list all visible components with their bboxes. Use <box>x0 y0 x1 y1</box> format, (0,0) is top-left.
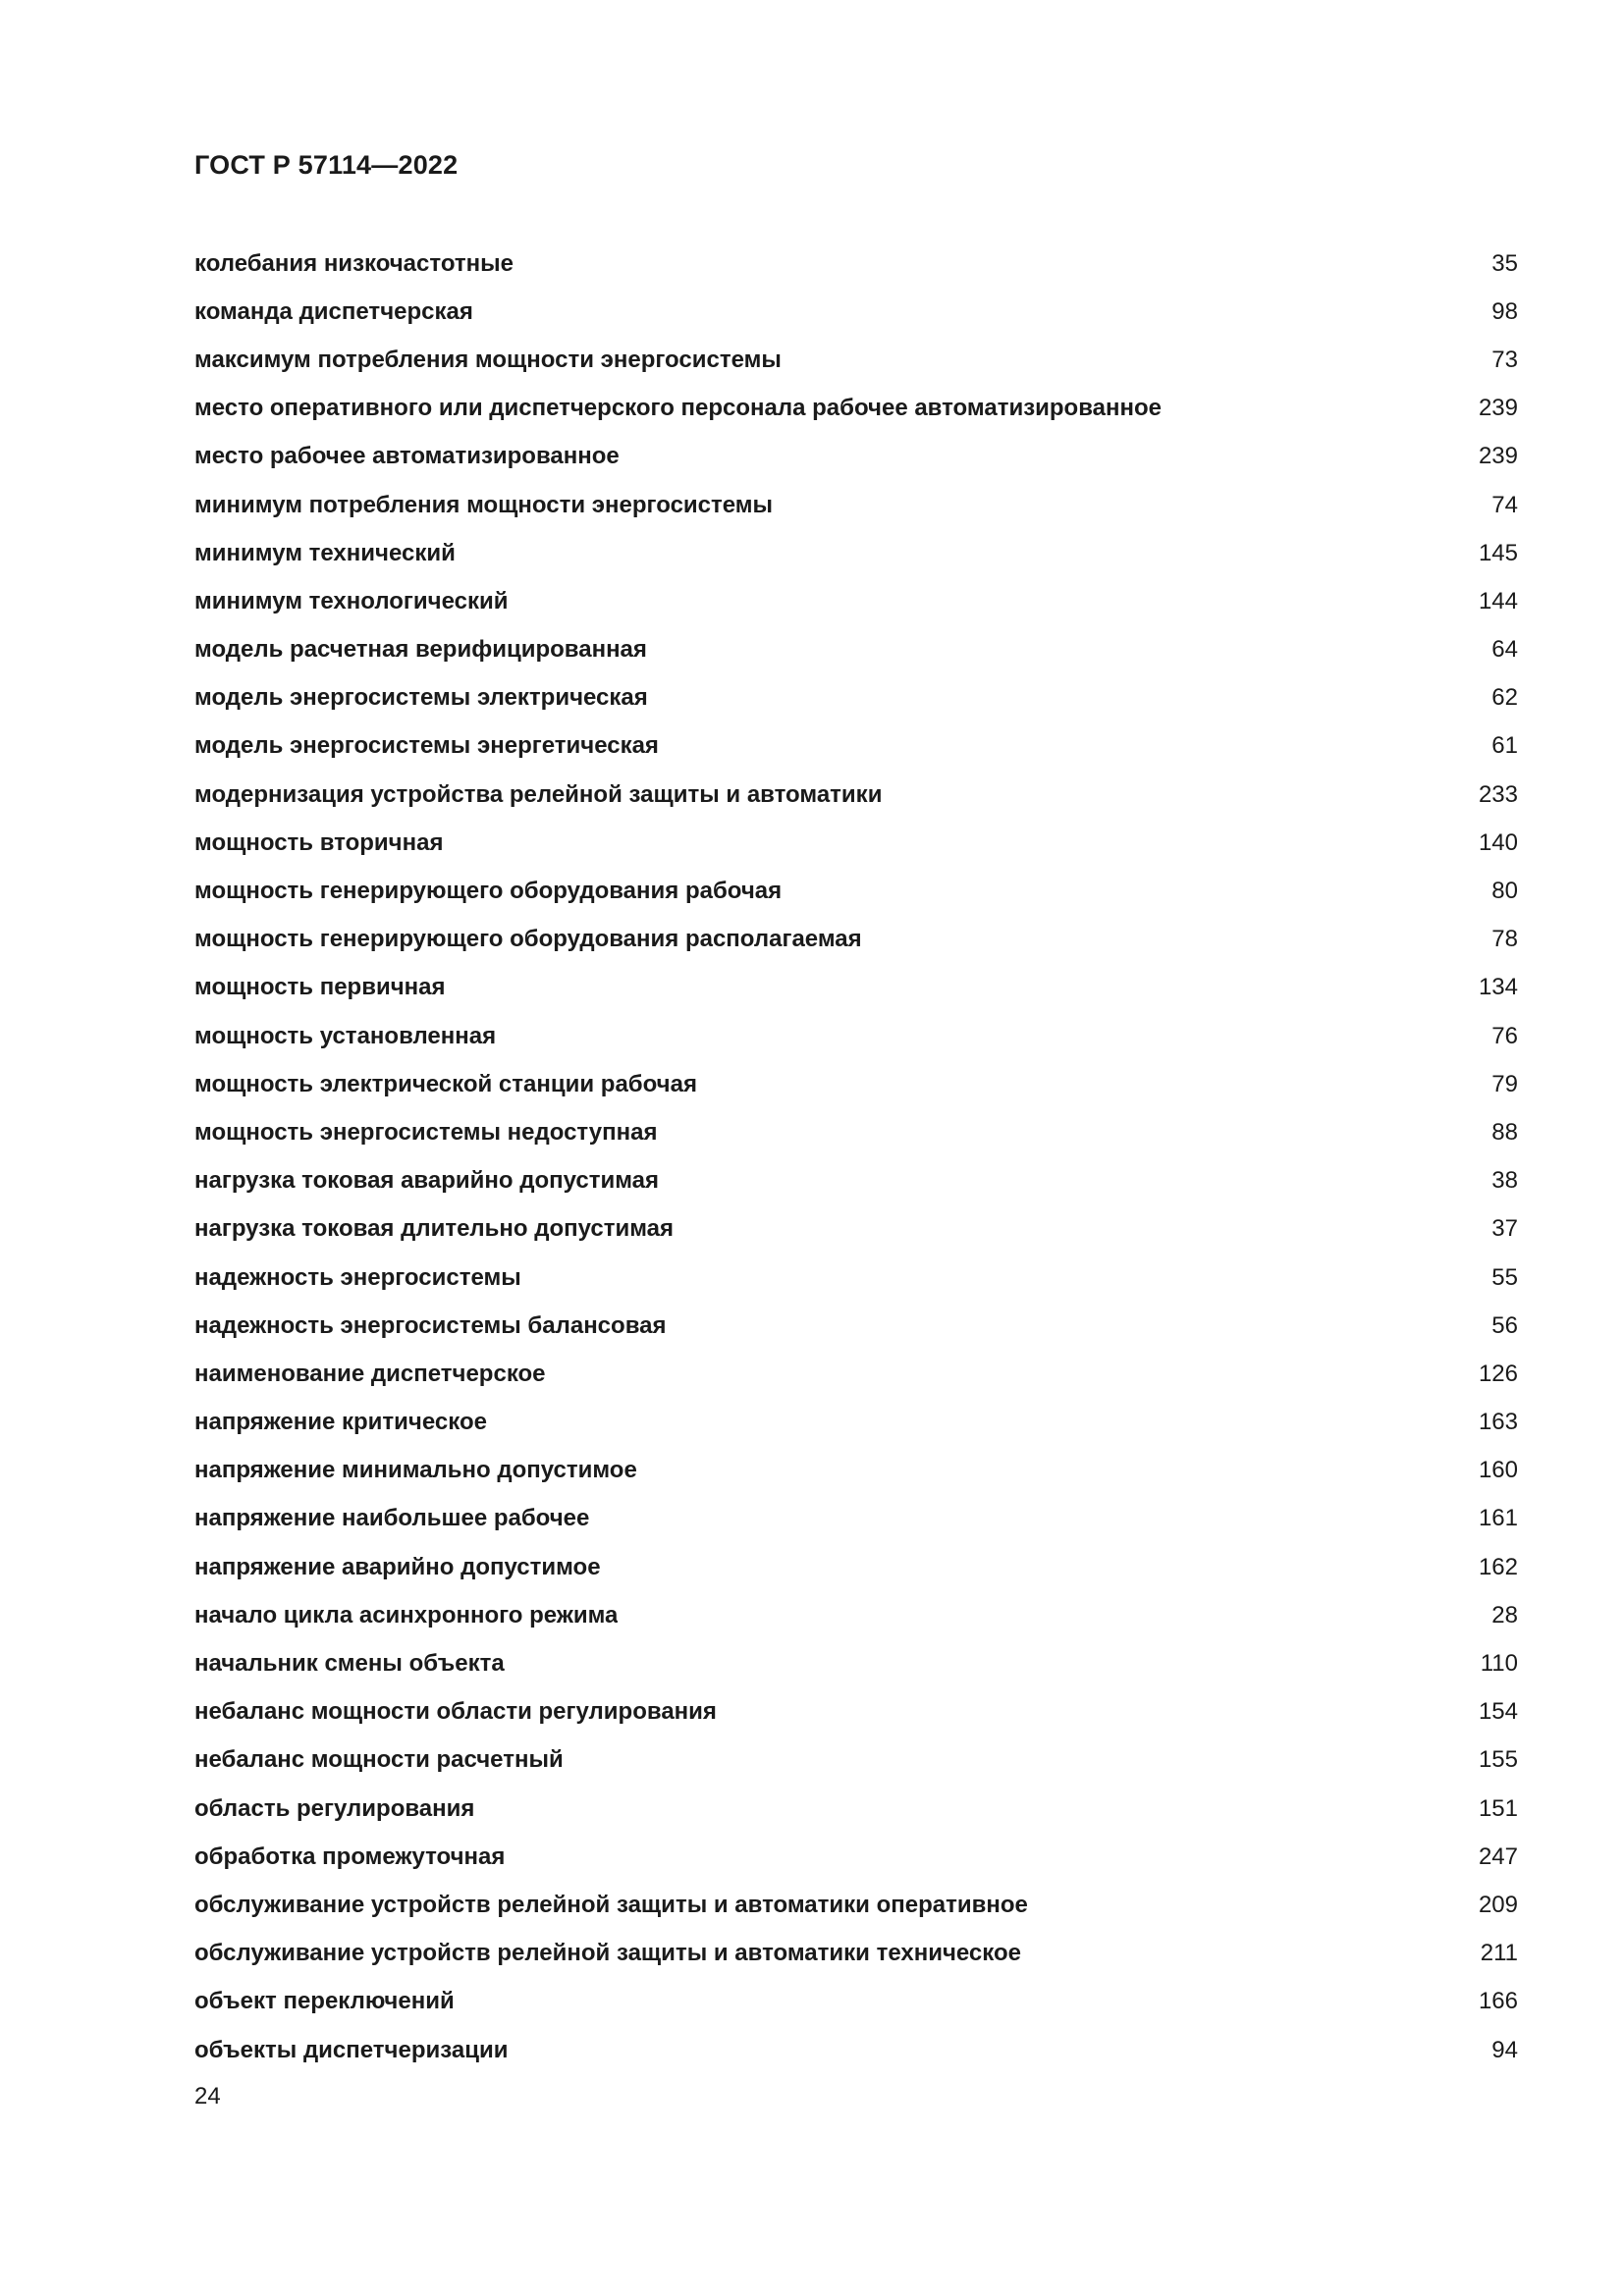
index-entry <box>194 2026 1518 2074</box>
index-entry <box>194 529 1518 577</box>
index-entry <box>194 1543 1518 1591</box>
index-entry <box>194 336 1518 384</box>
index-page-ref: 78 <box>1491 926 1518 953</box>
page-number: 24 <box>194 2083 221 2109</box>
index-entry <box>194 819 1518 867</box>
index-entry <box>194 1012 1518 1060</box>
index-term: напряжение наибольшее рабочее <box>194 1505 590 1532</box>
index-entry <box>194 1639 1518 1687</box>
index-term: начало цикла асинхронного режима <box>194 1601 619 1629</box>
index-entry <box>194 1495 1518 1543</box>
index-term: место рабочее автоматизированное <box>194 443 620 470</box>
index-term: мощность генерирующего оборудования располагаемая <box>194 926 862 953</box>
index-page-ref: 62 <box>1491 684 1518 712</box>
index-page-ref: 126 <box>1478 1360 1518 1387</box>
index-term: мощность электрической станции рабочая <box>194 1070 697 1097</box>
index-term: обслуживание устройств релейной защиты и автоматики техническое <box>194 1940 1021 1967</box>
index-page-ref: 151 <box>1478 1794 1518 1822</box>
index-page-ref: 144 <box>1478 587 1518 614</box>
index-page-ref: 94 <box>1491 2036 1518 2063</box>
index-page-ref: 110 <box>1480 1650 1518 1678</box>
index-page-ref: 247 <box>1478 1842 1518 1870</box>
index-term: модернизация устройства релейной защиты и автоматики <box>194 780 883 808</box>
index-entry <box>194 1254 1518 1302</box>
index-term: колебания низкочастотные <box>194 249 514 277</box>
index-term: объекты диспетчеризации <box>194 2036 509 2063</box>
index-term: напряжение критическое <box>194 1409 487 1436</box>
index-term: модель энергосистемы энергетическая <box>194 732 659 760</box>
index-page-ref: 209 <box>1478 1891 1518 1918</box>
index-entry <box>194 722 1518 771</box>
index-term: область регулирования <box>194 1794 475 1822</box>
index-page-ref: 80 <box>1491 878 1518 905</box>
index-entry <box>194 288 1518 336</box>
index-entry <box>194 1447 1518 1495</box>
index-page-ref: 160 <box>1478 1457 1518 1484</box>
index-term: команда диспетчерская <box>194 297 473 325</box>
index-term: мощность генерирующего оборудования рабочая <box>194 878 783 905</box>
index-page-ref: 154 <box>1478 1698 1518 1726</box>
index-term: обслуживание устройств релейной защиты и автоматики оперативное <box>194 1891 1028 1918</box>
document-header: ГОСТ Р 57114—2022 <box>194 150 459 180</box>
index-page-ref: 239 <box>1478 395 1518 422</box>
index-entry <box>194 674 1518 722</box>
index-page-ref: 76 <box>1491 1022 1518 1049</box>
index-entry <box>194 1302 1518 1350</box>
index-entry <box>194 916 1518 964</box>
index-page-ref: 61 <box>1491 732 1518 760</box>
index-term: модель энергосистемы электрическая <box>194 684 648 712</box>
index-term: минимум технологический <box>194 587 509 614</box>
index-entry <box>194 771 1518 819</box>
index-page-ref: 211 <box>1480 1940 1518 1967</box>
index-page-ref: 134 <box>1478 974 1518 1001</box>
index-entry <box>194 433 1518 481</box>
index-term: обработка промежуточная <box>194 1842 506 1870</box>
index-page-ref: 155 <box>1478 1746 1518 1774</box>
index-page-ref: 166 <box>1478 1988 1518 2015</box>
index-term: напряжение аварийно допустимое <box>194 1553 601 1580</box>
index-entry <box>194 1157 1518 1205</box>
index-term: мощность установленная <box>194 1022 497 1049</box>
index-page-ref: 162 <box>1478 1553 1518 1580</box>
index-page-ref: 38 <box>1491 1167 1518 1195</box>
index-entry <box>194 1930 1518 1978</box>
index-term: объект переключений <box>194 1988 455 2015</box>
index-page-ref: 79 <box>1491 1070 1518 1097</box>
index-page-ref: 98 <box>1491 297 1518 325</box>
index-entry <box>194 1591 1518 1639</box>
index-page-ref: 35 <box>1491 249 1518 277</box>
index-entry <box>194 626 1518 674</box>
index-entry <box>194 1881 1518 1929</box>
index-entry <box>194 1350 1518 1398</box>
index-entry <box>194 385 1518 433</box>
index-page-ref: 64 <box>1491 636 1518 664</box>
index-entry <box>194 1060 1518 1108</box>
index-entry <box>194 240 1518 288</box>
index-page-ref: 37 <box>1491 1215 1518 1243</box>
index-page-ref: 163 <box>1478 1409 1518 1436</box>
index-page-ref: 73 <box>1491 346 1518 373</box>
index-entry <box>194 867 1518 915</box>
index-page-ref: 145 <box>1478 539 1518 566</box>
index-entry <box>194 577 1518 625</box>
index-page-ref: 88 <box>1491 1118 1518 1146</box>
index-page-ref: 55 <box>1491 1263 1518 1291</box>
index-entry <box>194 1736 1518 1785</box>
index-page-ref: 161 <box>1478 1505 1518 1532</box>
index-term: мощность вторичная <box>194 828 444 856</box>
index-term: модель расчетная верифицированная <box>194 636 647 664</box>
index-page-ref: 239 <box>1478 443 1518 470</box>
index-term: мощность энергосистемы недоступная <box>194 1118 658 1146</box>
index-term: минимум технический <box>194 539 456 566</box>
index-term: наименование диспетчерское <box>194 1360 546 1387</box>
index-page-ref: 233 <box>1478 780 1518 808</box>
index-term: нагрузка токовая аварийно допустимая <box>194 1167 659 1195</box>
index-entry <box>194 1978 1518 2026</box>
index-page-ref: 140 <box>1478 828 1518 856</box>
index-entry <box>194 1108 1518 1156</box>
index-term: небаланс мощности расчетный <box>194 1746 564 1774</box>
index-page-ref: 74 <box>1491 491 1518 518</box>
index-entry <box>194 1688 1518 1736</box>
index-page-ref: 56 <box>1491 1311 1518 1339</box>
index-entry <box>194 1833 1518 1881</box>
index-term: начальник смены объекта <box>194 1650 505 1678</box>
index-term: напряжение минимально допустимое <box>194 1457 637 1484</box>
index-term: нагрузка токовая длительно допустимая <box>194 1215 675 1243</box>
index-entry <box>194 481 1518 529</box>
index-term: надежность энергосистемы балансовая <box>194 1311 667 1339</box>
alphabetical-index <box>194 240 1518 2074</box>
index-term: мощность первичная <box>194 974 446 1001</box>
index-entry <box>194 964 1518 1012</box>
index-term: небаланс мощности области регулирования <box>194 1698 717 1726</box>
index-entry <box>194 1205 1518 1254</box>
index-entry <box>194 1399 1518 1447</box>
index-term: надежность энергосистемы <box>194 1263 521 1291</box>
index-page-ref: 28 <box>1491 1601 1518 1629</box>
index-term: максимум потребления мощности энергосистемы <box>194 346 782 373</box>
index-term: место оперативного или диспетчерского персонала рабочее автоматизированное <box>194 395 1162 422</box>
index-entry <box>194 1785 1518 1833</box>
index-term: минимум потребления мощности энергосистемы <box>194 491 774 518</box>
